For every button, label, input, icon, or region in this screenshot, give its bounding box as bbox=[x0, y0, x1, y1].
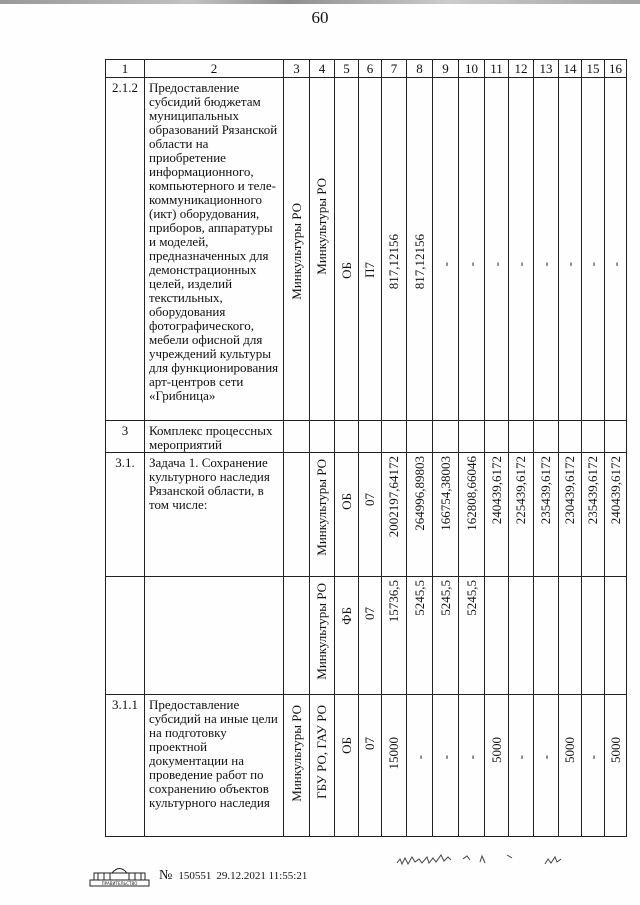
document-number: 150551 bbox=[178, 870, 212, 882]
value-cell: 15736,5 bbox=[386, 580, 401, 623]
value-cell: 240439,6172 bbox=[607, 456, 623, 525]
participant: Минкультуры РО bbox=[314, 583, 329, 680]
value-cell: 264996,89803 bbox=[411, 456, 427, 531]
value-cell: - bbox=[463, 262, 479, 267]
value-cell: - bbox=[585, 262, 600, 267]
value-cell: - bbox=[513, 262, 528, 267]
code: 07 bbox=[362, 737, 377, 750]
column-header: 9 bbox=[433, 60, 459, 78]
value-cell: - bbox=[513, 755, 528, 760]
row-description: Предоставление субсидий на иные цели на подготовку проектной документации на проведение работ по сохранению объектов культурного наследия bbox=[145, 695, 284, 837]
value-cell: 235439,6172 bbox=[538, 456, 553, 525]
row-number: 3 bbox=[106, 421, 145, 453]
funding-source: ОБ bbox=[338, 262, 354, 279]
row-number: 3.1. bbox=[106, 453, 145, 577]
seal-caption: ПРАВИТЕЛЬСТВО bbox=[101, 881, 138, 886]
value-cell: 166754,38003 bbox=[437, 456, 453, 531]
value-cell: - bbox=[488, 262, 504, 267]
code: 07 bbox=[362, 607, 377, 620]
document-footer bbox=[88, 864, 307, 888]
column-header: 7 bbox=[382, 60, 407, 78]
value-cell: 5245,5 bbox=[411, 580, 427, 616]
value-cell: 817,12156 bbox=[386, 234, 401, 290]
program-table bbox=[105, 59, 627, 837]
column-header: 4 bbox=[310, 60, 335, 78]
funding-source: ОБ bbox=[338, 737, 354, 754]
value-cell: - bbox=[562, 262, 577, 267]
column-header: 10 bbox=[459, 60, 485, 78]
value-cell: 2002197,64172 bbox=[386, 456, 401, 538]
column-header: 16 bbox=[605, 60, 627, 78]
funding-source: ФБ bbox=[338, 607, 354, 625]
page-number: 60 bbox=[311, 8, 329, 27]
code: 07 bbox=[362, 493, 377, 506]
government-building-icon bbox=[88, 864, 151, 888]
value-cell: 235439,6172 bbox=[585, 456, 600, 525]
value-cell: 162808,66046 bbox=[463, 456, 479, 531]
value-cell: 5000 bbox=[488, 737, 504, 763]
handwritten-signature bbox=[395, 847, 585, 869]
table-row bbox=[106, 78, 627, 421]
table-row bbox=[106, 695, 627, 837]
row-number: 2.1.2 bbox=[106, 78, 145, 421]
column-header: 14 bbox=[559, 60, 582, 78]
value-cell: 5245,5 bbox=[437, 580, 453, 616]
column-number-row bbox=[106, 60, 627, 78]
value-cell: 240439,6172 bbox=[488, 456, 504, 525]
code: П7 bbox=[362, 262, 377, 278]
value-cell: 5245,5 bbox=[463, 580, 479, 616]
table-row bbox=[106, 421, 627, 453]
column-header: 13 bbox=[534, 60, 559, 78]
column-header: 1 bbox=[106, 60, 145, 78]
participant: Минкультуры РО bbox=[314, 178, 329, 275]
column-header: 5 bbox=[335, 60, 359, 78]
responsible-executor: Минкультуры РО bbox=[288, 203, 304, 300]
table-row bbox=[106, 453, 627, 577]
scan-top-edge bbox=[0, 0, 640, 4]
value-cell: - bbox=[607, 262, 623, 267]
number-sign: № bbox=[159, 868, 173, 883]
participant: Минкультуры РО bbox=[314, 459, 329, 556]
column-header: 3 bbox=[284, 60, 310, 78]
value-cell: 15000 bbox=[386, 737, 401, 770]
document-timestamp: 29.12.2021 11:55:21 bbox=[216, 870, 308, 882]
value-cell: 817,12156 bbox=[411, 234, 427, 290]
value-cell: - bbox=[411, 755, 427, 760]
row-number: 3.1.1 bbox=[106, 695, 145, 837]
value-cell: - bbox=[437, 755, 453, 760]
value-cell: 5000 bbox=[607, 737, 623, 763]
value-cell: - bbox=[585, 755, 600, 760]
row-description: Предоставление субсидий бюджетам муниципальных образований Рязанской области на приобретение информационного, компьютерного и теле-коммуникационного (икт) оборудования, приборов, аппаратуры и моделей, предназначенных для демонстрационных целей, изделий текстильных, оборудования фотографического, мебели офисной для учреждений культуры для функционирования арт-центров сети «Грибница» bbox=[145, 78, 284, 421]
responsible-executor: Минкультуры РО bbox=[288, 705, 304, 802]
column-header: 15 bbox=[582, 60, 605, 78]
value-cell: - bbox=[538, 262, 553, 267]
row-description: Комплекс процессных мероприятий bbox=[145, 421, 284, 453]
column-header: 11 bbox=[485, 60, 509, 78]
table-row bbox=[106, 577, 627, 695]
value-cell: - bbox=[437, 262, 453, 267]
funding-source: ОБ bbox=[338, 493, 354, 510]
value-cell: - bbox=[463, 755, 479, 760]
column-header: 8 bbox=[407, 60, 433, 78]
row-description: Задача 1. Сохранение культурного наследия Рязанской области, в том числе: bbox=[145, 453, 284, 577]
participant: ГБУ РО, ГАУ РО bbox=[314, 705, 329, 799]
value-cell: 225439,6172 bbox=[513, 456, 528, 525]
column-header: 2 bbox=[145, 60, 284, 78]
column-header: 12 bbox=[509, 60, 534, 78]
value-cell: 230439,6172 bbox=[562, 456, 577, 525]
column-header: 6 bbox=[359, 60, 382, 78]
value-cell: - bbox=[538, 755, 553, 760]
value-cell: 5000 bbox=[562, 737, 577, 763]
